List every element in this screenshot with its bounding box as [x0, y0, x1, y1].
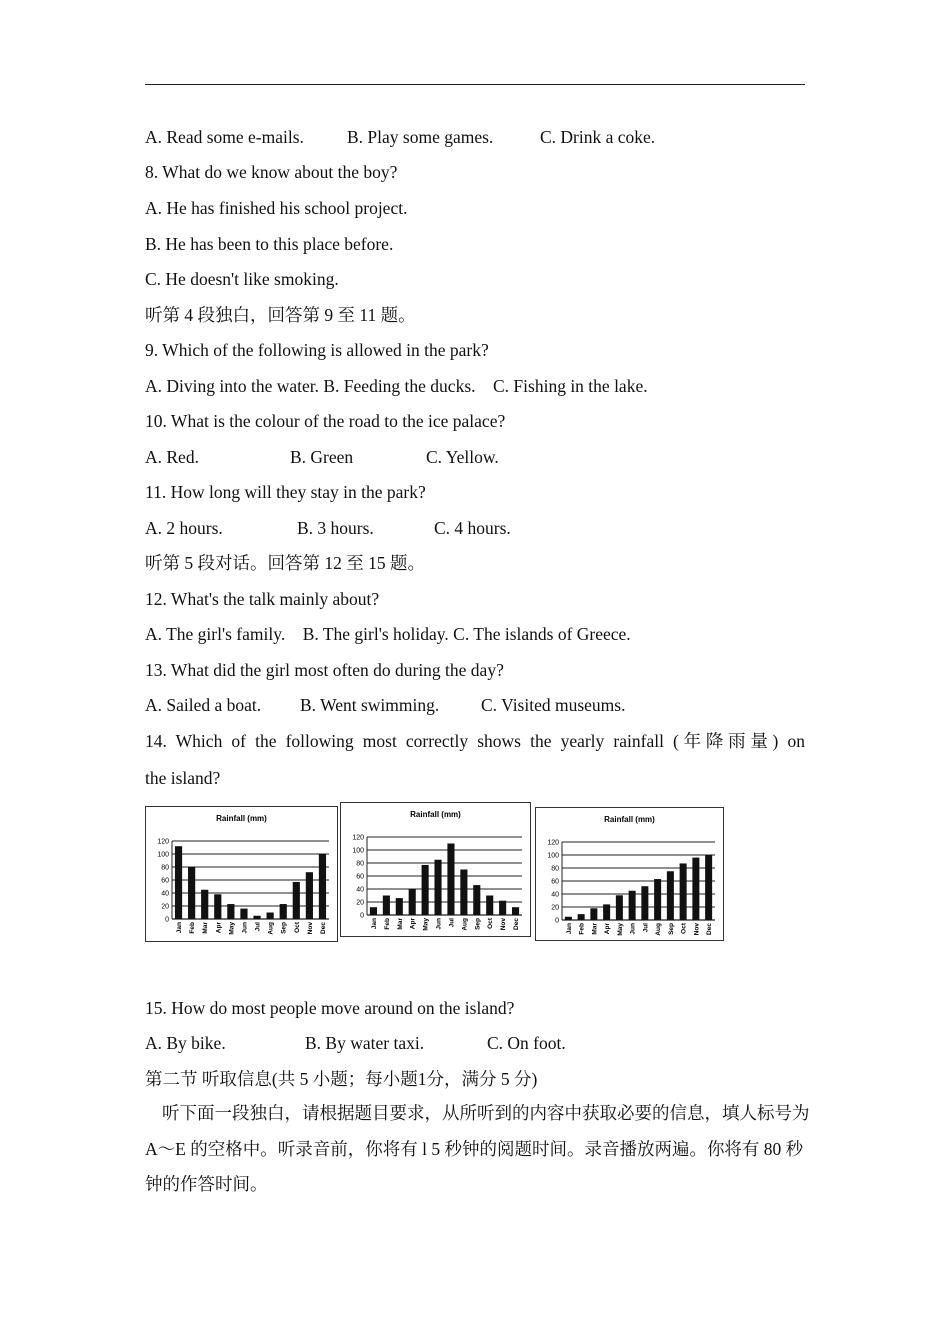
q8-option-b[interactable]: B. He has been to this place before.: [145, 234, 394, 254]
section-4-instruction: 听第 4 段独白，回答第 9 至 11 题。: [145, 305, 416, 325]
bar-jul: [253, 916, 260, 919]
y-tick-label: 40: [551, 891, 559, 899]
x-tick-label: Feb: [383, 918, 391, 930]
x-tick-label: Sep: [474, 918, 482, 930]
y-tick-label: 60: [356, 873, 364, 881]
bar-sep: [280, 904, 287, 919]
y-tick-label: 40: [356, 886, 364, 894]
x-tick-label: Nov: [306, 922, 314, 935]
part2-instructions: 听下面一段独白，请根据题目要求，从所听到的内容中获取必要的信息，填人标号为 A～E 的空格中。听录音前，你将有 l 5 秒钟的阅题时间。录音播放两遍。你将有 80 秒钟的作答时间。: [145, 1103, 810, 1194]
x-tick-label: Sep: [667, 923, 675, 935]
q8-option-c[interactable]: C. He doesn't like smoking.: [145, 269, 339, 289]
bar-jul: [447, 844, 454, 916]
bar-mar: [201, 890, 208, 919]
x-tick-label: Jun: [629, 923, 637, 935]
x-tick-label: Dec: [319, 922, 327, 934]
q13-option-a[interactable]: A. Sailed a boat.: [145, 695, 262, 715]
x-tick-label: Jan: [370, 918, 378, 930]
bar-feb: [188, 867, 195, 919]
bar-mar: [396, 898, 403, 915]
y-tick-label: 60: [551, 878, 559, 886]
chart-option-2[interactable]: [340, 802, 531, 937]
x-tick-label: Aug: [655, 923, 663, 936]
q11-stem: 11. How long will they stay in the park?: [145, 482, 426, 502]
x-tick-label: Oct: [487, 918, 495, 929]
bar-jun: [629, 891, 636, 920]
bar-feb: [578, 914, 585, 920]
q10-option-b[interactable]: B. Green: [290, 447, 354, 467]
bar-oct: [293, 882, 300, 919]
x-tick-label: Apr: [604, 923, 612, 935]
x-tick-label: Dec: [513, 918, 521, 930]
bar-may: [616, 895, 623, 920]
rainfall-chart-2: [341, 803, 530, 936]
chart-title: Rainfall (mm): [216, 814, 267, 823]
x-tick-label: Mar: [396, 918, 404, 930]
x-tick-label: Jun: [435, 918, 443, 930]
y-tick-label: 120: [352, 834, 364, 842]
x-tick-label: Nov: [693, 923, 701, 936]
x-tick-label: Aug: [461, 918, 469, 931]
q15-option-a[interactable]: A. By bike.: [145, 1033, 226, 1053]
bar-sep: [473, 885, 480, 915]
chart-title: Rainfall (mm): [410, 810, 461, 819]
part2-heading: 第二节 听取信息(共 5 小题；每小题1分，满分 5 分): [145, 1069, 538, 1089]
q14-stem-line-2: the island?: [145, 768, 221, 788]
y-tick-label: 40: [161, 890, 169, 898]
y-tick-label: 100: [352, 847, 364, 855]
q10-option-c[interactable]: C. Yellow.: [426, 447, 499, 467]
x-tick-label: Oct: [680, 923, 688, 934]
bar-jan: [175, 846, 182, 919]
q12-options[interactable]: A. The girl's family. B. The girl's holiday. C. The islands of Greece.: [145, 624, 631, 644]
bar-jun: [240, 909, 247, 919]
x-tick-label: May: [422, 918, 430, 931]
y-tick-label: 80: [551, 865, 559, 873]
bar-apr: [603, 904, 610, 920]
x-tick-label: Apr: [215, 922, 223, 934]
y-tick-label: 20: [356, 899, 364, 907]
y-tick-label: 0: [555, 917, 559, 925]
bar-nov: [499, 901, 506, 915]
x-tick-label: Jan: [565, 923, 573, 935]
y-tick-label: 100: [547, 852, 559, 860]
q11-option-b[interactable]: B. 3 hours.: [297, 518, 374, 538]
q8-option-a[interactable]: A. He has finished his school project.: [145, 198, 408, 218]
q13-stem: 13. What did the girl most often do during the day?: [145, 660, 504, 680]
x-tick-label: Mar: [202, 922, 210, 934]
y-tick-label: 120: [157, 838, 169, 846]
q9-options[interactable]: A. Diving into the water. B. Feeding the ducks. C. Fishing in the lake.: [145, 376, 648, 396]
q10-stem: 10. What is the colour of the road to the ice palace?: [145, 411, 506, 431]
bar-dec: [705, 855, 712, 920]
bar-jul: [641, 886, 648, 920]
q9-stem: 9. Which of the following is allowed in the park?: [145, 340, 489, 360]
y-tick-label: 60: [161, 877, 169, 885]
bar-nov: [692, 858, 699, 920]
q15-option-c[interactable]: C. On foot.: [487, 1033, 566, 1053]
x-tick-label: Jul: [254, 922, 262, 932]
x-tick-label: Dec: [706, 923, 714, 935]
x-tick-label: Feb: [578, 923, 586, 935]
q12-stem: 12. What's the talk mainly about?: [145, 589, 380, 609]
q11-option-c[interactable]: C. 4 hours.: [434, 518, 511, 538]
bar-oct: [486, 896, 493, 916]
y-tick-label: 20: [161, 903, 169, 911]
x-tick-label: Apr: [409, 918, 417, 930]
x-tick-label: May: [616, 923, 624, 936]
x-tick-label: Sep: [280, 922, 288, 934]
x-tick-label: Jul: [642, 923, 650, 933]
bar-dec: [319, 854, 326, 919]
chart-title: Rainfall (mm): [604, 815, 655, 824]
x-tick-label: Jun: [241, 922, 249, 934]
x-tick-label: Nov: [500, 918, 508, 931]
bar-aug: [654, 879, 661, 920]
bar-jan: [565, 917, 572, 920]
bar-jun: [434, 860, 441, 915]
section-5-instruction: 听第 5 段对话。回答第 12 至 15 题。: [145, 553, 425, 573]
q13-option-c[interactable]: C. Visited museums.: [481, 695, 626, 715]
bar-jan: [370, 907, 377, 915]
bar-mar: [590, 908, 597, 920]
y-tick-label: 20: [551, 904, 559, 912]
y-tick-label: 0: [360, 912, 364, 920]
q13-option-b[interactable]: B. Went swimming.: [300, 695, 440, 715]
q14-stem-line-1: 14. Which of the following most correctly shows the yearly rainfall (年降雨量) on: [145, 731, 805, 751]
bar-feb: [383, 896, 390, 916]
q7-option-a[interactable]: A. Read some e-mails.: [145, 127, 304, 147]
chart-option-3[interactable]: [535, 807, 724, 941]
x-tick-label: Mar: [591, 923, 599, 935]
q10-option-a[interactable]: A. Red.: [145, 447, 199, 467]
y-tick-label: 0: [165, 916, 169, 924]
bar-dec: [512, 907, 519, 915]
bar-apr: [409, 889, 416, 915]
q11-option-a[interactable]: A. 2 hours.: [145, 518, 223, 538]
q7-option-b[interactable]: B. Play some games.: [347, 127, 494, 147]
bar-nov: [306, 872, 313, 919]
chart-option-1[interactable]: [145, 806, 338, 942]
x-tick-label: Jan: [176, 922, 184, 934]
x-tick-label: Jul: [448, 918, 456, 928]
q7-option-c[interactable]: C. Drink a coke.: [540, 127, 656, 147]
q8-stem: 8. What do we know about the boy?: [145, 162, 398, 182]
y-tick-label: 80: [356, 860, 364, 868]
y-tick-label: 80: [161, 864, 169, 872]
y-tick-label: 120: [547, 839, 559, 847]
x-tick-label: May: [228, 922, 236, 935]
y-tick-label: 100: [157, 851, 169, 859]
bar-may: [422, 865, 429, 915]
rainfall-chart-1: [146, 807, 337, 941]
bar-sep: [667, 871, 674, 920]
bar-aug: [460, 870, 467, 916]
x-tick-label: Aug: [267, 922, 275, 935]
bar-aug: [267, 913, 274, 920]
q15-stem: 15. How do most people move around on the island?: [145, 998, 515, 1018]
header-rule: [145, 84, 805, 85]
x-tick-label: Feb: [189, 922, 197, 934]
bar-may: [227, 904, 234, 919]
bar-oct: [680, 863, 687, 920]
q15-option-b[interactable]: B. By water taxi.: [305, 1033, 425, 1053]
rainfall-chart-3: [536, 808, 723, 940]
x-tick-label: Oct: [293, 922, 301, 933]
bar-apr: [214, 894, 221, 919]
